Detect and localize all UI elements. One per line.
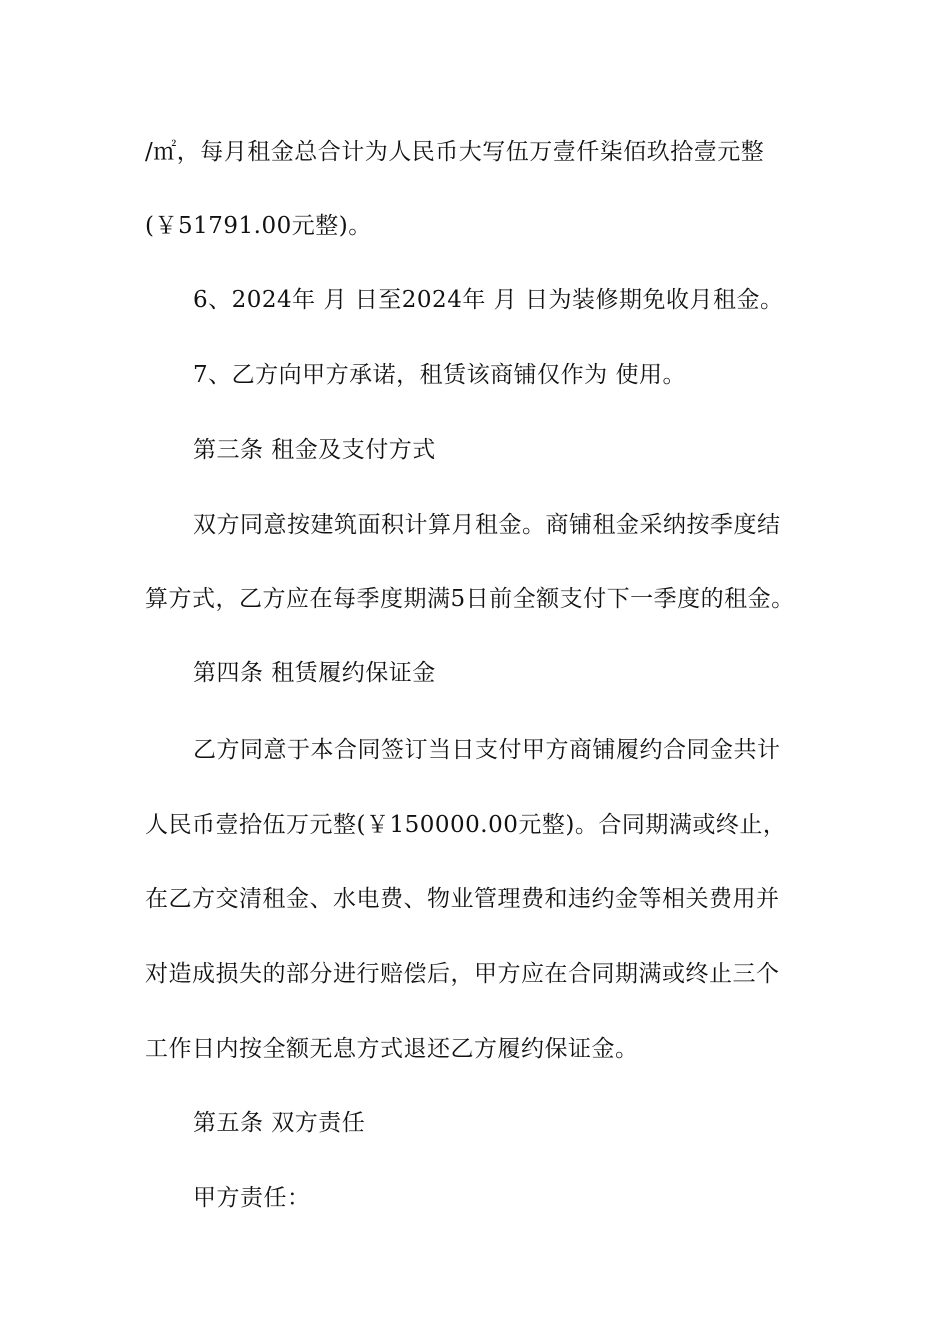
section-heading: 第三条 租金及支付方式 [193, 437, 436, 463]
section-heading: 第四条 租赁履约保证金 [193, 660, 436, 686]
paragraph-line: 在乙方交清租金、水电费、物业管理费和违约金等相关费用并 [145, 886, 780, 912]
paragraph-line: /㎡，每月租金总合计为人民币大写伍万壹仟柒佰玖拾壹元整 [145, 139, 765, 165]
paragraph-line: 6、2024年 月 日至2024年 月 日为装修期免收月租金。 [193, 287, 784, 313]
paragraph-line: 工作日内按全额无息方式退还乙方履约保证金。 [145, 1036, 639, 1062]
paragraph-line: (￥51791.00元整)。 [145, 213, 372, 239]
paragraph-line: 人民币壹拾伍万元整(￥150000.00元整)。合同期满或终止， [145, 812, 787, 838]
section-heading: 第五条 双方责任 [193, 1110, 366, 1136]
paragraph-line: 乙方同意于本合同签订当日支付甲方商铺履约合同金共计 [193, 737, 781, 763]
paragraph-line: 甲方责任： [193, 1185, 311, 1211]
paragraph-line: 双方同意按建筑面积计算月租金。商铺租金采纳按季度结 [193, 512, 781, 538]
paragraph-line: 算方式，乙方应在每季度期满5日前全额支付下一季度的租金。 [145, 586, 795, 612]
paragraph-line: 7、乙方向甲方承诺，租赁该商铺仅作为 使用。 [193, 362, 686, 388]
paragraph-line: 对造成损失的部分进行赔偿后，甲方应在合同期满或终止三个 [145, 961, 780, 987]
